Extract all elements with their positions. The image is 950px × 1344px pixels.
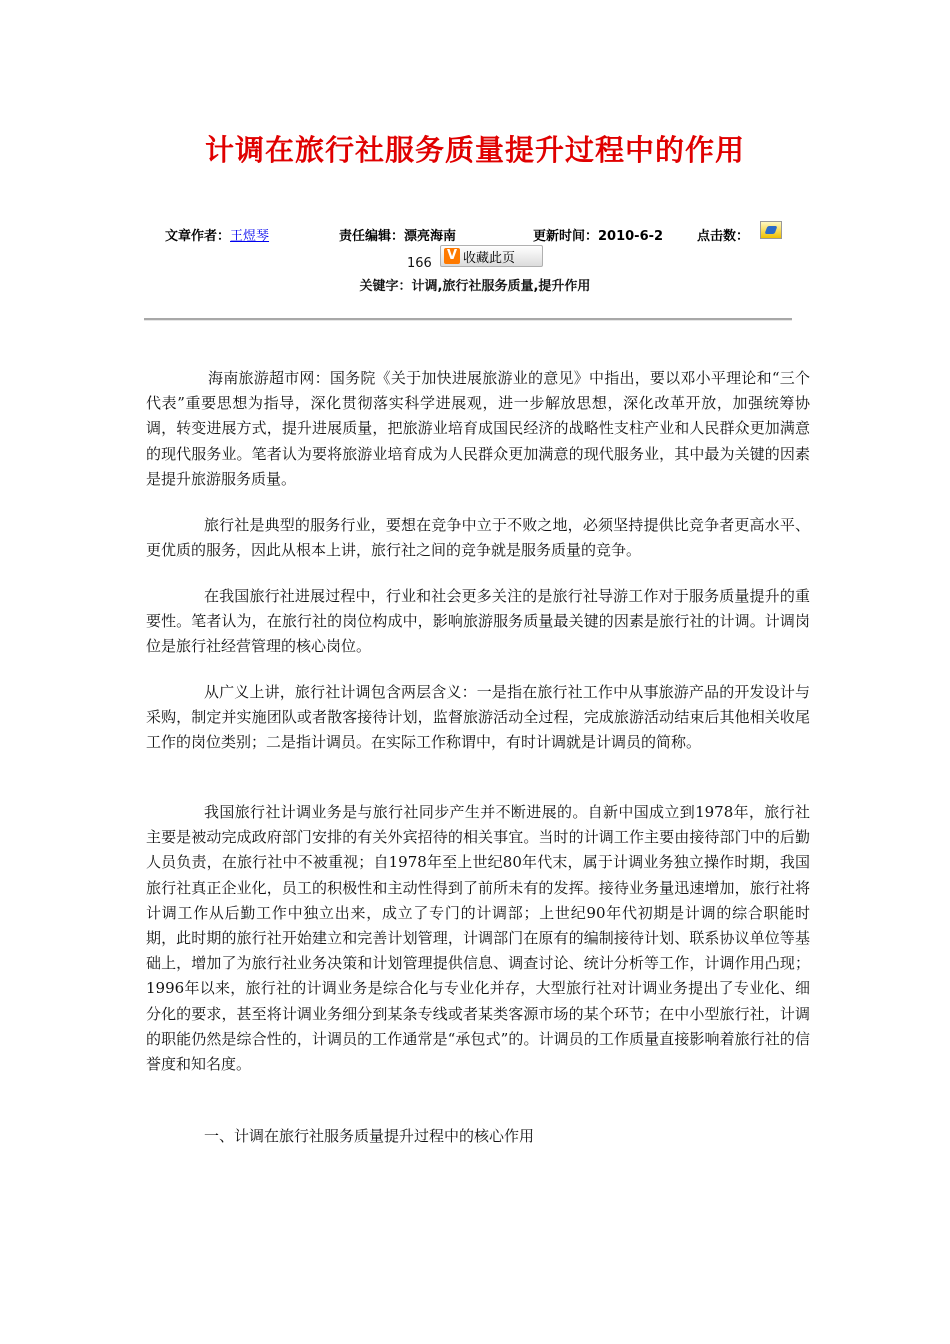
paragraph-2: 旅行社是典型的服务行业，要想在竞争中立于不败之地，必须坚持提供比竞争者更高水平、更优质的服务，因此从根本上讲，旅行社之间的竞争就是服务质量的竞争。	[146, 516, 810, 560]
bookmark-page-button[interactable]	[440, 245, 543, 267]
author-label: 文章作者：	[165, 229, 231, 244]
hit-counter-icon	[760, 221, 782, 239]
keywords-line: 关键字：计调,旅行社服务质量,提升作用	[359, 279, 591, 294]
bookmark-page-label: 收藏此页	[463, 250, 516, 266]
section-heading-1: 一、计调在旅行社服务质量提升过程中的核心作用	[204, 1127, 535, 1145]
paragraph-4: 从广义上讲，旅行社计调包含两层含义：一是指在旅行社工作中从事旅游产品的开发设计与采购，制定并实施团队或者散客接待计划，监督旅游活动全过程，完成旅游活动结束后其他相关收尾工作的岗位类别；二是指计调员。在实际工作称谓中，有时计调就是计调员的简称。	[146, 683, 810, 752]
page-title: 计调在旅行社服务质量提升过程中的作用	[204, 133, 745, 167]
header-divider	[144, 318, 792, 321]
author-line	[165, 225, 269, 244]
paragraph-intro: 海南旅游超市网：国务院《关于加快进展旅游业的意见》中指出，要以邓小平理论和“三个代表”重要思想为指导，深化贯彻落实科学进展观，进一步解放思想，深化改革开放，加强统筹协调，转变进展方式，提升进展质量，把旅游业培育成国民经济的战略性支柱产业和人民群众更加满意的现代服务业。笔者认为要将旅游业培育成为人民群众更加满意的现代服务业，其中最为关键的因素是提升旅游服务质量。	[146, 369, 810, 488]
updated-time: 更新时间：2010-6-2	[533, 229, 664, 244]
author-link[interactable]: 王煜琴	[230, 229, 270, 244]
clicks-label: 点击数：	[697, 229, 750, 244]
v-logo-icon: V	[444, 248, 460, 264]
clicks-count: 166	[407, 256, 432, 271]
paragraph-3: 在我国旅行社进展过程中，行业和社会更多关注的是旅行社导游工作对于服务质量提升的重要性。笔者认为，在旅行社的岗位构成中，影响旅游服务质量最关键的因素是旅行社的计调。计调岗位是旅行社经营管理的核心岗位。	[146, 587, 810, 656]
paragraph-5: 我国旅行社计调业务是与旅行社同步产生并不断进展的。自新中国成立到1978年，旅行社主要是被动完成政府部门安排的有关外宾招待的相关事宜。当时的计调工作主要由接待部门中的后勤人员负责，在旅行社中不被重视；自1978年至上世纪80年代末，属于计调业务独立操作时期，我国旅行社真正企业化，员工的积极性和主动性得到了前所未有的发挥。接待业务量迅速增加，旅行社将计调工作从后勤工作中独立出来，成立了专门的计调部；上世纪90年代初期是计调的综合职能时期，此时期的旅行社开始建立和完善计划管理，计调部门在原有的编制接待计划、联系协议单位等基础上，增加了为旅行社业务决策和计划管理提供信息、调查讨论、统计分析等工作，计调作用凸现；1996年以来，旅行社的计调业务是综合化与专业化并存，大型旅行社对计调业务提出了专业化、细分化的要求，甚至将计调业务细分到某条专线或者某类客源市场的某个环节；在中小型旅行社，计调的职能仍然是综合性的，计调员的工作通常是“承包式”的。计调员的工作质量直接影响着旅行社的信誉度和知名度。	[146, 803, 810, 1074]
editor-line: 责任编辑：漂亮海南	[339, 229, 457, 244]
